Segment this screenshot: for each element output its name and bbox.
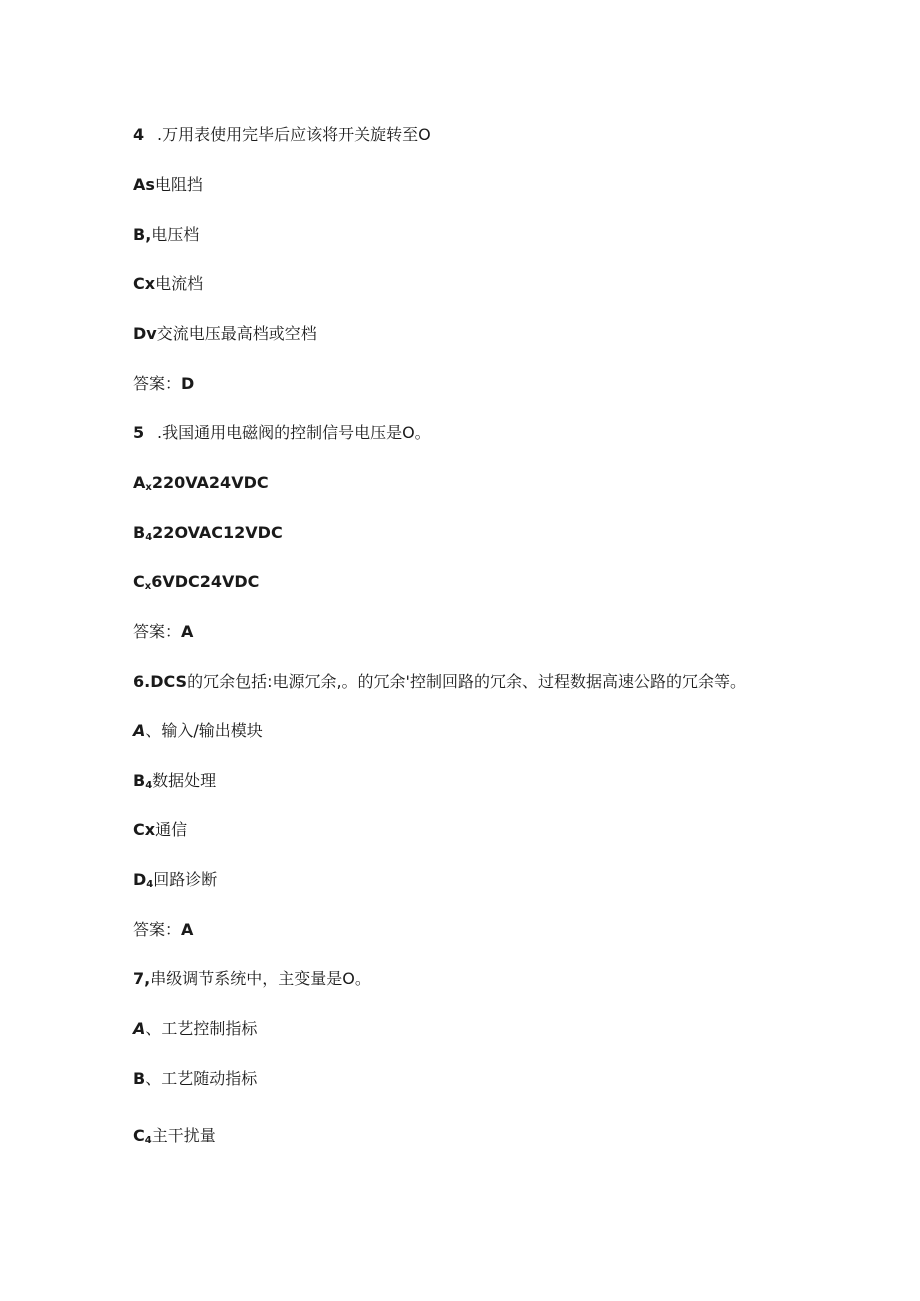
option-b	[133, 522, 283, 549]
option-prefix: Dv	[133, 324, 157, 343]
option-text: 22OVAC12VDC	[152, 523, 283, 542]
option-b	[133, 770, 216, 797]
option-text: 、工艺控制指标	[145, 1019, 258, 1038]
option-prefix: C	[133, 1126, 145, 1145]
option-prefix-sub: 4	[146, 879, 154, 890]
option-prefix: B	[133, 1069, 146, 1088]
option-prefix-sub: 4	[144, 1135, 152, 1146]
option-prefix-sub: x	[145, 482, 152, 493]
option-a	[133, 174, 203, 196]
question-6	[133, 671, 746, 693]
option-prefix: A	[133, 1019, 146, 1038]
option-text: 主干扰量	[151, 1126, 216, 1145]
question-text: .万用表使用完毕后应该将开关旋转至O	[157, 125, 431, 144]
option-b	[133, 1068, 257, 1090]
option-a	[133, 1018, 257, 1040]
option-prefix-sub: x	[144, 581, 152, 592]
option-text: 交流电压最高档或空档	[156, 324, 317, 343]
option-prefix: B,	[133, 225, 152, 244]
option-c	[133, 571, 259, 598]
option-b	[133, 224, 199, 246]
option-text: 220VA24VDC	[151, 473, 269, 492]
question-text: .我国通用电磁阀的控制信号电压是O。	[157, 423, 431, 442]
option-prefix: Cx	[133, 820, 156, 839]
option-text: 电阻挡	[154, 175, 203, 194]
answer-line	[133, 919, 193, 941]
question-number: 5	[133, 423, 145, 442]
option-text: 电压档	[151, 225, 200, 244]
answer-label: 答案：	[133, 920, 182, 939]
option-prefix: As	[133, 175, 155, 194]
question-5	[133, 422, 431, 444]
option-prefix: A	[133, 473, 146, 492]
option-prefix: Cx	[133, 274, 156, 293]
option-d	[133, 869, 217, 896]
option-a	[133, 720, 263, 742]
option-prefix: B	[133, 523, 146, 542]
option-text: 、输入/输出模块	[145, 721, 263, 740]
option-prefix: B	[133, 771, 146, 790]
option-c	[133, 819, 187, 841]
option-d	[133, 323, 317, 345]
option-prefix: C	[133, 572, 145, 591]
question-7	[133, 968, 371, 990]
answer-label: 答案：	[133, 622, 182, 641]
answer-line	[133, 373, 194, 395]
option-c	[133, 1125, 216, 1152]
question-number: 7,	[133, 969, 151, 988]
answer-value: A	[181, 920, 194, 939]
option-prefix-sub: 4	[145, 780, 153, 791]
option-text: 回路诊断	[153, 870, 218, 889]
option-prefix: D	[133, 870, 147, 889]
answer-line	[133, 621, 193, 643]
question-text: 的冗余包括:电源冗余,。的冗余'控制回路的冗余、过程数据高速公路的冗余等。	[187, 672, 746, 691]
option-text: 通信	[155, 820, 188, 839]
answer-label: 答案：	[133, 374, 182, 393]
option-prefix: A	[133, 721, 146, 740]
option-prefix-sub: 4	[145, 532, 153, 543]
option-text: 、工艺随动指标	[145, 1069, 258, 1088]
question-text: 串级调节系统中，主变量是O。	[150, 969, 371, 988]
option-text: 数据处理	[152, 771, 217, 790]
question-4	[133, 124, 431, 146]
option-text: 电流档	[155, 274, 204, 293]
answer-value: A	[181, 622, 194, 641]
option-c	[133, 273, 203, 295]
option-text: 6VDC24VDC	[151, 572, 260, 591]
question-number: 6.DCS	[133, 672, 188, 691]
answer-value: D	[181, 374, 195, 393]
option-a	[133, 472, 269, 499]
question-number: 4	[133, 125, 145, 144]
